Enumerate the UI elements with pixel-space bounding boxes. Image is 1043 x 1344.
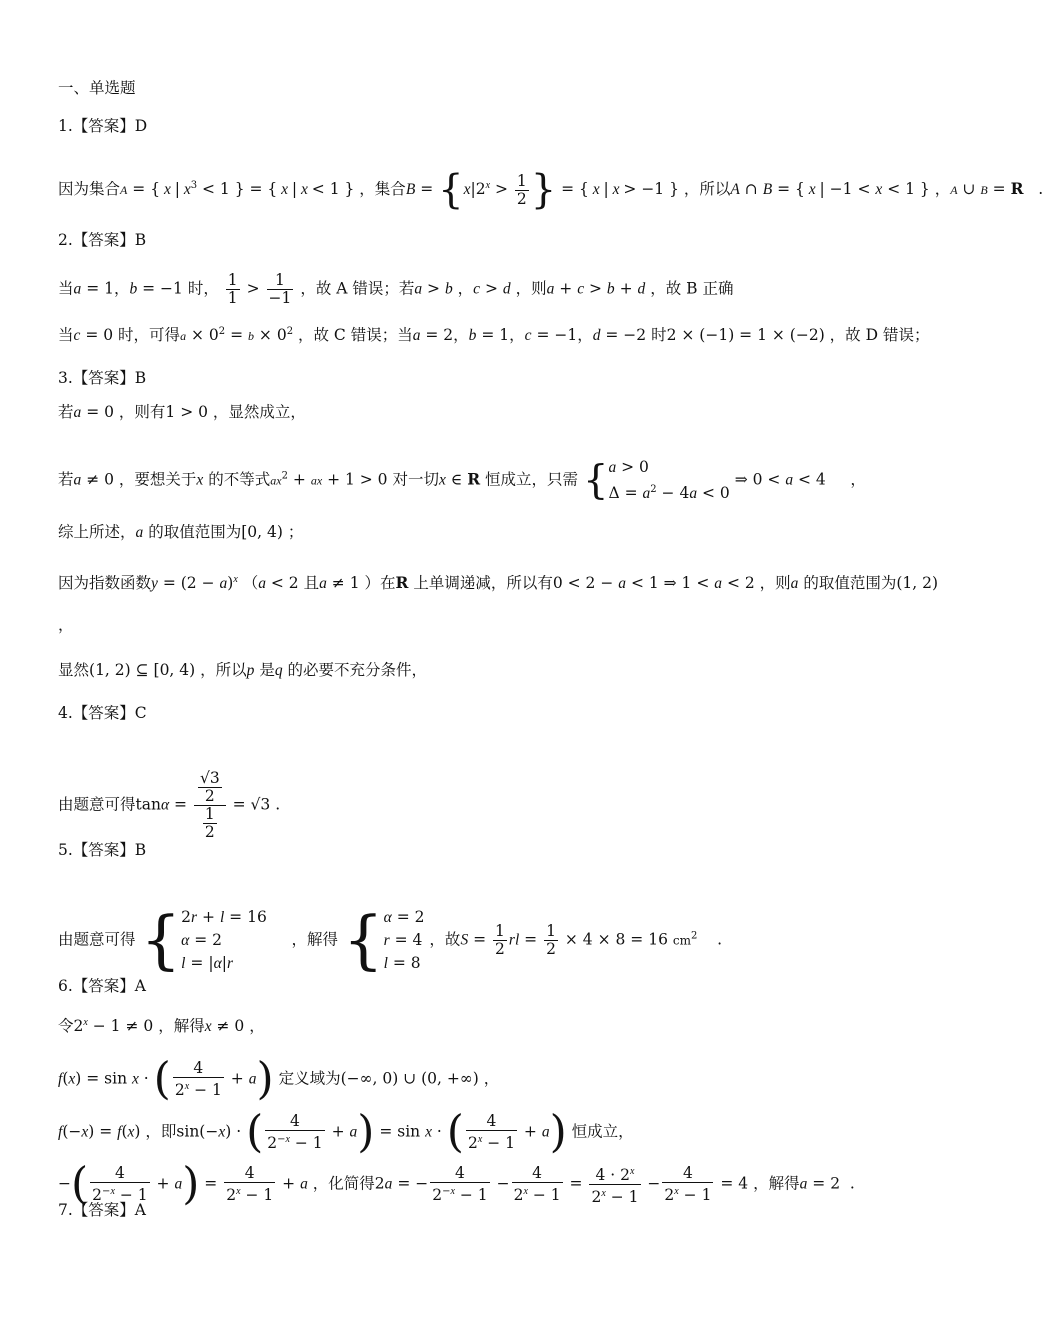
q6-solution-line-1: 令$2^x - 1 \ne 0$ ，解得x ≠ 0 ， [58, 1017, 265, 1036]
q2-solution-line-1: 当a = 1，b = −1 时， $\frac{1}{1}$ > $\frac{1}{-1}$ ，故 A 错误；若a > b ，c > d ，则a + c > b + d ，故 B 正确 [58, 271, 734, 307]
q5-solution-line: 由题意可得 { 2r + l = 16 α = 2 l = |α|r ，解得 { α = 2 r = 4 l = 8 ，故S = $\frac{1}{2}$ rl = $\frac{1}{2}$ × 4 × 8 = 16 $cm^2$ . [58, 903, 723, 978]
q3-solution-line-1: 若a = 0 ，则有1 > 0 ，显然成立， [58, 403, 306, 421]
answer-4: 4.【答案】C [58, 704, 147, 722]
q2-solution-line-2: 当c = 0 时，可得$a \times 0^2 = b \times 0^2$ ，故 C 错误；当a = 2，b = 1，c = −1，d = −2 时2 × (−1) = 1 × (−2) ，故 D 错误； [58, 326, 930, 345]
answer-3: 3.【答案】B [58, 369, 147, 387]
answer-1: 1.【答案】D [58, 117, 148, 135]
q4-solution-line: 由题意可得tanα = $\frac{\frac{√3}{2}}{\frac{1}{2}}$ = √3 . [58, 769, 281, 841]
q1-solution-line: 因为集合A = { x | $x^3 < 1$ } = { x | x < 1 } ，集合$B = \{x|2^x$ > $\frac{1}{2}$ } = { x | x > −1 } ，所以A ∩ B = { x | −1 < x < 1 } ，A ∪ B = R . [58, 167, 1043, 213]
q6-solution-line-4: −( $\frac{4}{2^{-x} - 1}$ + a) = $\frac{4}{2^x - 1}$ + a ，化简得2a = − $\frac{4}{2^{-x} - 1}$ − $\frac{4}{2^x - 1}$ = $\frac{4 \cdot 2^x}{2^x - 1}$ − $\frac{4}{2^x - 1}$ = 4 ，解得a = 2 . [58, 1158, 855, 1210]
q3-solution-line-5: ， [58, 616, 74, 634]
answer-7: 7.【答案】A [58, 1201, 146, 1219]
answer-6: 6.【答案】A [58, 977, 146, 995]
q6-solution-line-3: f(−x) = f(x) ，即sin(−x) · ( $\frac{4}{2^{-x} - 1}$ + a) = sin x · ( $\frac{4}{2^x - 1}$ + a) 恒成立， [58, 1106, 634, 1158]
q3-solution-line-6: 显然(1, 2) ⊆ [0, 4) ，所以p 是q 的必要不充分条件， [58, 661, 428, 679]
q3-solution-line-3: 综上所述，a 的取值范围为[0, 4) ； [58, 523, 304, 541]
q3-solution-line-4: 因为指数函数$y = (2 - a)^x$ （a < 2 且a ≠ 1 ）在R 上单调递减，所以有0 < 2 − a < 1 ⇒ 1 < a < 2 ，则a 的取值范围为(1, 2) [58, 573, 939, 593]
q3-solution-line-2: 若a ≠ 0 ，要想关于x 的不等式$ax^2$ + ax + 1 > 0 对一切x ∈ R 恒成立，只需 { a > 0 $\Delta = a^2 - 4a < 0$ ⇒ 0 < a < 4 ， [58, 457, 866, 504]
q6-solution-line-2: f(x) = sin x · ( $\frac{4}{2^x - 1}$ + a) 定义域为(−∞, 0) ∪ (0, +∞) ， [58, 1053, 500, 1105]
answer-5: 5.【答案】B [58, 841, 147, 859]
answer-2: 2.【答案】B [58, 231, 147, 249]
section-title: 一、单选题 [58, 79, 136, 97]
